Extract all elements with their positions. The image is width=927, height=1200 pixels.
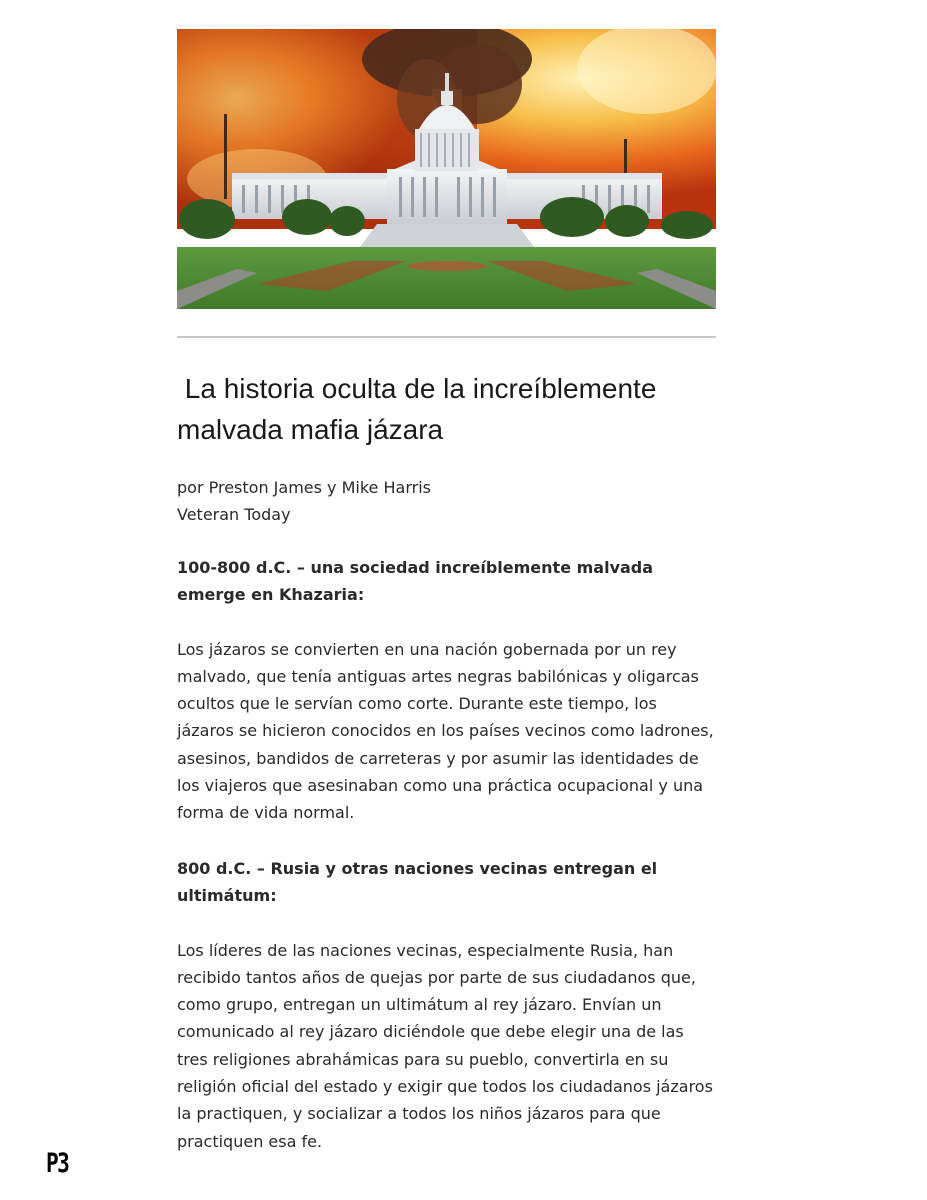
section-heading: 800 d.C. – Rusia y otras naciones vecinas entregan el ultimátum: — [177, 859, 658, 906]
article-title: La historia oculta de la increíblemente malvada mafia jázara — [177, 373, 665, 445]
divider — [177, 336, 716, 338]
section-body: Los líderes de las naciones vecinas, especialmente Rusia, han recibido tantos años de quejas por parte de sus ciudadanos que, como grupo, entregan un ultimátum al rey jázaro. Envían un comunicado al rey jázaro diciéndole que debe elegir una de las tres religiones abrahámicas para su pueblo, convertirla en su religión oficial del estado y exigir que todos los ciudadanos jázaros la practiquen, y socializar a todos los niños jázaros para que practiquen esa fe. — [177, 940, 713, 1151]
section-khazaria-emerges — [177, 554, 717, 827]
page-marker: P3 — [46, 1148, 69, 1179]
hero-image — [177, 29, 716, 309]
section-ultimatum — [177, 855, 717, 1155]
byline — [177, 474, 717, 528]
byline-source: Veteran Today — [177, 505, 291, 524]
byline-authors: por Preston James y Mike Harris — [177, 478, 431, 497]
section-body: Los jázaros se convierten en una nación gobernada por un rey malvado, que tenía antiguas artes negras babilónicas y oligarcas ocultos que le servían como corte. Durante este tiempo, los jázaros se hicieron conocidos en los países vecinos como ladrones, asesinos, bandidos de carreteras y por asumir las identidades de los viajeros que asesinaban como una práctica ocupacional y una forma de vida normal. — [177, 639, 714, 823]
section-heading: 100-800 d.C. – una sociedad increíblemente malvada emerge en Khazaria: — [177, 558, 654, 605]
